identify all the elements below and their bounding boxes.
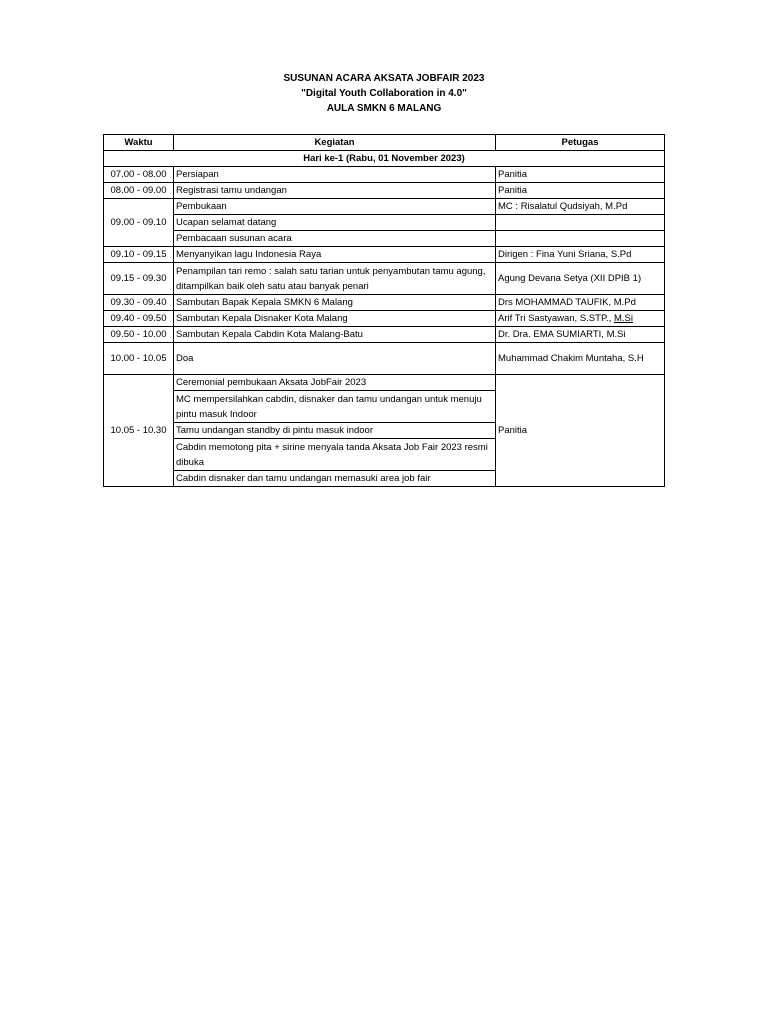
time-cell: 07.00 - 08.00 bbox=[104, 167, 174, 183]
time-cell: 09.00 - 09.10 bbox=[104, 199, 174, 247]
time-cell: 08.00 - 09.00 bbox=[104, 183, 174, 199]
activity-cell: Registrasi tamu undangan bbox=[174, 183, 496, 199]
activity-cell: Ceremonial pembukaan Aksata JobFair 2023 bbox=[174, 375, 496, 391]
activity-cell: Cabdin disnaker dan tamu undangan memasuki area job fair bbox=[174, 471, 496, 487]
officer-cell bbox=[496, 311, 665, 327]
table-row bbox=[104, 327, 665, 343]
officer-cell bbox=[496, 231, 665, 247]
day-label: Hari ke-1 (Rabu, 01 November 2023) bbox=[104, 151, 665, 167]
officer-cell: Panitia bbox=[496, 167, 665, 183]
officer-name-prefix: Arif Tri Sastyawan, S.STP., bbox=[498, 313, 614, 324]
table-row bbox=[104, 199, 665, 215]
officer-cell: Dirigen : Fina Yuni Sriana, S.Pd bbox=[496, 247, 665, 263]
officer-degree: M.Si bbox=[613, 313, 633, 324]
time-cell: 09.40 - 09.50 bbox=[104, 311, 174, 327]
table-row bbox=[104, 167, 665, 183]
activity-cell: Cabdin memotong pita + sirine menyala tanda Aksata Job Fair 2023 resmi dibuka bbox=[174, 439, 496, 471]
table-row bbox=[104, 215, 665, 231]
event-title: SUSUNAN ACARA AKSATA JOBFAIR 2023 bbox=[283, 73, 485, 84]
table-row bbox=[104, 183, 665, 199]
table-row bbox=[104, 231, 665, 247]
activity-cell: Sambutan Kepala Cabdin Kota Malang-Batu bbox=[174, 327, 496, 343]
activity-cell: Pembacaan susunan acara bbox=[174, 231, 496, 247]
time-cell: 09.50 - 10.00 bbox=[104, 327, 174, 343]
table-header-row bbox=[104, 135, 665, 151]
column-header-officer: Petugas bbox=[496, 135, 665, 151]
officer-cell: Panitia bbox=[496, 183, 665, 199]
activity-cell: MC mempersilahkan cabdin, disnaker dan tamu undangan untuk menuju pintu masuk Indoor bbox=[174, 391, 496, 423]
table-row bbox=[104, 311, 665, 327]
activity-cell: Ucapan selamat datang bbox=[174, 215, 496, 231]
table-row bbox=[104, 343, 665, 375]
time-cell: 09.15 - 09.30 bbox=[104, 263, 174, 295]
table-row bbox=[104, 247, 665, 263]
table-row bbox=[104, 375, 665, 391]
column-header-activity: Kegiatan bbox=[174, 135, 496, 151]
activity-cell: Menyanyikan lagu Indonesia Raya bbox=[174, 247, 496, 263]
event-theme: "Digital Youth Collaboration in 4.0" bbox=[301, 88, 467, 99]
activity-cell: Persiapan bbox=[174, 167, 496, 183]
officer-cell bbox=[496, 215, 665, 231]
officer-cell: Drs MOHAMMAD TAUFIK, M.Pd bbox=[496, 295, 665, 311]
activity-cell: Tamu undangan standby di pintu masuk indoor bbox=[174, 423, 496, 439]
day-row bbox=[104, 151, 665, 167]
time-cell: 10.05 - 10.30 bbox=[104, 375, 174, 487]
officer-cell: Agung Devana Setya (XII DPIB 1) bbox=[496, 263, 665, 295]
activity-cell: Sambutan Kepala Disnaker Kota Malang bbox=[174, 311, 496, 327]
time-cell: 09.10 - 09.15 bbox=[104, 247, 174, 263]
event-venue: AULA SMKN 6 MALANG bbox=[326, 103, 442, 114]
time-cell: 09.30 - 09.40 bbox=[104, 295, 174, 311]
table-row bbox=[104, 295, 665, 311]
document-header bbox=[0, 71, 768, 116]
activity-cell: Pembukaan bbox=[174, 199, 496, 215]
column-header-time: Waktu bbox=[104, 135, 174, 151]
activity-cell: Sambutan Bapak Kepala SMKN 6 Malang bbox=[174, 295, 496, 311]
officer-cell: Muhammad Chakim Muntaha, S.H bbox=[496, 343, 665, 375]
officer-cell: Dr. Dra. EMA SUMIARTI, M.Si bbox=[496, 327, 665, 343]
time-cell: 10.00 - 10.05 bbox=[104, 343, 174, 375]
activity-cell: Penampilan tari remo : salah satu tarian untuk penyambutan tamu agung, ditampilkan baik oleh satu atau banyak penari bbox=[174, 263, 496, 295]
officer-cell: MC : Risalatul Qudsiyah, M.Pd bbox=[496, 199, 665, 215]
table-row bbox=[104, 263, 665, 295]
officer-cell: Panitia bbox=[496, 375, 665, 487]
schedule-table bbox=[103, 134, 665, 487]
activity-cell: Doa bbox=[174, 343, 496, 375]
